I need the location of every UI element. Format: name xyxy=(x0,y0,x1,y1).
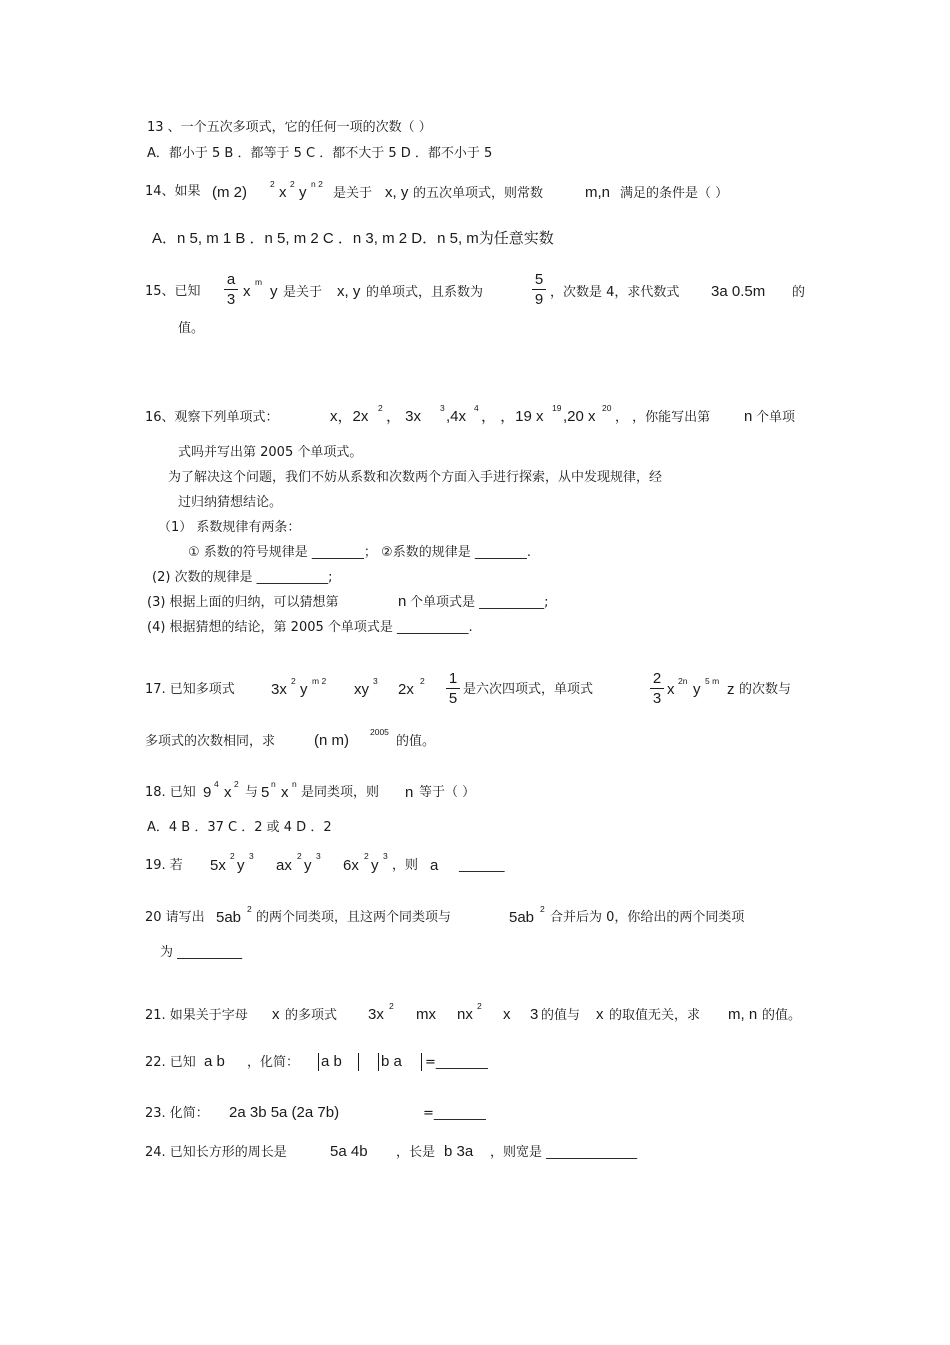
q17-t6: y xyxy=(693,681,701,698)
q18-t2: x xyxy=(224,784,232,801)
q18-tail: 是同类项，则 xyxy=(301,785,380,800)
q23-label: 23. 化简： xyxy=(145,1106,209,1121)
q17-label: 17. 已知多项式 xyxy=(145,682,235,697)
q17-frac2-num: 2 xyxy=(652,670,662,687)
q22-abs2-left xyxy=(378,1053,379,1071)
q17-expr: (n m) xyxy=(314,732,349,749)
q14-label: 14、如果 xyxy=(145,184,201,199)
q19-s6: 3 xyxy=(383,851,388,861)
q19-t5: 6x xyxy=(343,857,359,874)
q23-end: =________ xyxy=(423,1106,486,1121)
q17-frac-bar xyxy=(446,688,460,689)
q21-label: 21. 如果关于字母 xyxy=(145,1008,248,1023)
q15-frac2-den: 9 xyxy=(534,291,544,308)
q21-t2: mx xyxy=(416,1006,436,1023)
q14-expr-c: y xyxy=(299,184,307,201)
q22-end: =________ xyxy=(425,1055,488,1070)
q21-t4: x xyxy=(503,1006,511,1023)
q21-t5: 3 xyxy=(530,1006,539,1023)
q15-line2: 值。 xyxy=(178,321,205,336)
q16-n: n xyxy=(744,408,753,425)
q14-end: 满足的条件是（ ） xyxy=(620,186,729,201)
q16-para2: 过归纳猜想结论。 xyxy=(178,495,283,510)
q20-s1: 2 xyxy=(247,904,252,914)
q13-options: A．都小于 5 B ．都等于 5 C ．都不大于 5 D ．都不小于 5 xyxy=(147,146,493,161)
q17-t2: y xyxy=(300,681,308,698)
q17-t5: x xyxy=(667,681,675,698)
q16-step3: (3) 根据上面的归纳，可以猜想第 xyxy=(147,595,339,610)
q16-sup5: 20 xyxy=(602,403,612,413)
q20-line2: 为 __________ xyxy=(160,945,243,960)
q20-mid: 的两个同类项，且这两个同类项与 xyxy=(256,910,452,925)
q17-s1: 2 xyxy=(291,676,296,686)
q17-line2-end: 的值。 xyxy=(396,734,436,749)
q16-seq1: x，2x xyxy=(330,408,369,425)
q18-s2: 2 xyxy=(234,779,239,789)
q22-label: 22. 已知 xyxy=(145,1055,196,1070)
q21-mid: 的多项式 xyxy=(285,1008,338,1023)
q17-end: 的次数与 xyxy=(739,682,792,697)
q19-t4: y xyxy=(304,857,312,874)
q19-tail: ，则 xyxy=(392,858,419,873)
q19-a: a xyxy=(430,857,439,874)
q15-tail: ，次数是 4，求代数式 xyxy=(550,285,680,300)
q15-frac2-num: 5 xyxy=(534,271,544,288)
q18-t4: x xyxy=(281,784,289,801)
q14-mn: m,n xyxy=(585,184,611,201)
q19-s4: 3 xyxy=(316,851,321,861)
q17-mid: 是六次四项式，单项式 xyxy=(463,682,594,697)
q22-mid: ，化简： xyxy=(247,1055,300,1070)
q17-s5: 2n xyxy=(678,676,688,686)
q20-end: 合并后为 0，你给出的两个同类项 xyxy=(550,910,745,925)
q18-end: 等于（ ） xyxy=(419,785,476,800)
q16-tail: ， ，你能写出第 xyxy=(615,410,711,425)
q23-expr: 2a 3b 5a (2a 7b) xyxy=(229,1104,340,1121)
q21-tail: 的值与 xyxy=(541,1008,581,1023)
q19-t6: y xyxy=(371,857,379,874)
q14-vars: x, y xyxy=(385,184,409,201)
q15-mid2: 的单项式，且系数为 xyxy=(366,285,484,300)
q15-frac1-num: a xyxy=(226,271,236,288)
q17-line2: 多项式的次数相同，求 xyxy=(145,734,276,749)
q20-s2: 2 xyxy=(540,904,545,914)
q21-mn: m, n xyxy=(728,1006,758,1023)
q19-t1: 5x xyxy=(210,857,226,874)
q15-fraction-5-over-9 xyxy=(532,271,546,308)
q15-y: y xyxy=(270,283,278,300)
q21-t1: 3x xyxy=(368,1006,384,1023)
q17-frac2-den: 3 xyxy=(652,690,662,707)
q16-end: 个单项 xyxy=(756,410,796,425)
q14-sup-c: n 2 xyxy=(311,179,323,189)
q17-s4: 2 xyxy=(420,676,425,686)
q19-t3: ax xyxy=(276,857,292,874)
q17-sexp: 2005 xyxy=(370,727,389,737)
q17-t1: 3x xyxy=(271,681,287,698)
q16-sup2: 3 xyxy=(440,403,445,413)
q22-abs1-right xyxy=(358,1053,359,1071)
q21-s3: 2 xyxy=(477,1001,482,1011)
q22-e1: a b xyxy=(321,1053,342,1070)
q16-step4: (4) 根据猜想的结论，第 2005 个单项式是 ___________. xyxy=(147,620,473,635)
q16-seq5: ,20 x xyxy=(563,408,596,425)
q15-x: x xyxy=(243,283,251,300)
q19-s3: 2 xyxy=(297,851,302,861)
q16-step2: (2) 次数的规律是 ___________; xyxy=(152,570,333,585)
q17-fraction-1-over-5 xyxy=(446,670,460,707)
q15-vars: x, y xyxy=(337,283,361,300)
q15-label: 15、已知 xyxy=(145,284,201,299)
q17-frac2-bar xyxy=(650,688,664,689)
q16-step1-items: ① 系数的符号规律是 ________； ②系数的规律是 ________. xyxy=(188,545,531,560)
q17-t3: xy xyxy=(354,681,369,698)
q15-fraction-a-over-3 xyxy=(224,271,238,308)
q18-s4: n xyxy=(292,779,297,789)
q15-frac2-bar xyxy=(532,289,546,290)
q18-s3: n xyxy=(271,779,276,789)
q20-t1: 5ab xyxy=(216,909,242,926)
q15-end: 的 xyxy=(792,285,806,300)
q16-sup1: 2 xyxy=(378,403,383,413)
q19-s2: 3 xyxy=(249,851,254,861)
q22-cond: a b xyxy=(204,1053,225,1070)
q13-stem: 13 、一个五次多项式，它的任何一项的次数（ ） xyxy=(147,120,432,135)
q14-expr-b: x xyxy=(279,184,287,201)
q20-label: 20 请写出 xyxy=(145,910,205,925)
q18-n: n xyxy=(405,784,414,801)
q15-sup-m: m xyxy=(255,277,263,287)
q14-sup-a: 2 xyxy=(270,179,275,189)
q14-sup-b: 2 xyxy=(290,179,295,189)
q15-frac1-den: 3 xyxy=(226,291,236,308)
q21-x2: x xyxy=(596,1006,604,1023)
q18-label: 18. 已知 xyxy=(145,785,196,800)
q14-mid: 是关于 xyxy=(333,186,373,201)
q16-step3-n: n xyxy=(398,593,407,610)
q16-seq3: ,4x xyxy=(446,408,467,425)
q22-abs2-right xyxy=(421,1053,422,1071)
q24-label: 24. 已知长方形的周长是 xyxy=(145,1145,287,1160)
q18-t1: 9 xyxy=(203,784,212,801)
q17-t4: 2x xyxy=(398,681,414,698)
q21-tail2: 的取值无关，求 xyxy=(609,1008,701,1023)
q16-seq2: ， 3x xyxy=(386,408,422,425)
q16-label: 16、观察下列单项式： xyxy=(145,410,279,425)
q16-line2: 式吗并写出第 2005 个单项式。 xyxy=(178,445,363,460)
q17-frac-den: 5 xyxy=(448,690,458,707)
q16-step1: （1） 系数规律有两条： xyxy=(158,520,301,535)
q19-t2: y xyxy=(237,857,245,874)
q15-expr: 3a 0.5m xyxy=(711,283,766,300)
q21-s1: 2 xyxy=(389,1001,394,1011)
q17-s2: m 2 xyxy=(312,676,327,686)
q16-sup4: 19 xyxy=(552,403,562,413)
q18-options: A．4 B ．37 C ．2 或 4 D ．2 xyxy=(147,820,332,835)
q17-s3: 3 xyxy=(373,676,378,686)
q17-fraction-2-over-3 xyxy=(650,670,664,707)
q21-t3: nx xyxy=(457,1006,473,1023)
q18-t3: 5 xyxy=(261,784,270,801)
q16-para1: 为了解决这个问题，我们不妨从系数和次数两个方面入手进行探索，从中发现规律，经 xyxy=(168,470,663,485)
q17-s6: 5 m xyxy=(705,676,720,686)
q19-label: 19. 若 xyxy=(145,858,183,873)
q24-t2: b 3a xyxy=(444,1143,474,1160)
q17-t7: z xyxy=(727,681,735,698)
q18-s1: 4 xyxy=(214,779,219,789)
q17-frac-num: 1 xyxy=(448,670,458,687)
q16-seq4: ， ，19 x xyxy=(481,408,544,425)
q14-tail: 的五次单项式，则常数 xyxy=(413,186,544,201)
q21-x: x xyxy=(272,1006,280,1023)
q24-end: ，则宽是 ______________ xyxy=(490,1145,638,1160)
q18-mid: 与 xyxy=(245,785,259,800)
q24-t1: 5a 4b xyxy=(330,1143,368,1160)
q19-s1: 2 xyxy=(230,851,235,861)
q19-blank: _______ xyxy=(459,858,505,873)
q22-abs1-left xyxy=(318,1053,319,1071)
q14-options: A．n 5, m 1 B ．n 5, m 2 C ．n 3, m 2 D．n 5, m为任意实数 xyxy=(152,230,554,247)
q16-sup3: 4 xyxy=(474,403,479,413)
q20-t2: 5ab xyxy=(509,909,535,926)
q15-mid: 是关于 xyxy=(283,285,323,300)
q16-step3-tail: 个单项式是 __________; xyxy=(410,595,549,610)
q22-e2: b a xyxy=(381,1053,402,1070)
q21-end: 的值。 xyxy=(762,1008,802,1023)
q15-frac1-bar xyxy=(224,289,238,290)
q19-s5: 2 xyxy=(364,851,369,861)
q14-expr-a: (m 2) xyxy=(212,184,247,201)
q24-mid: ，长是 xyxy=(396,1145,436,1160)
